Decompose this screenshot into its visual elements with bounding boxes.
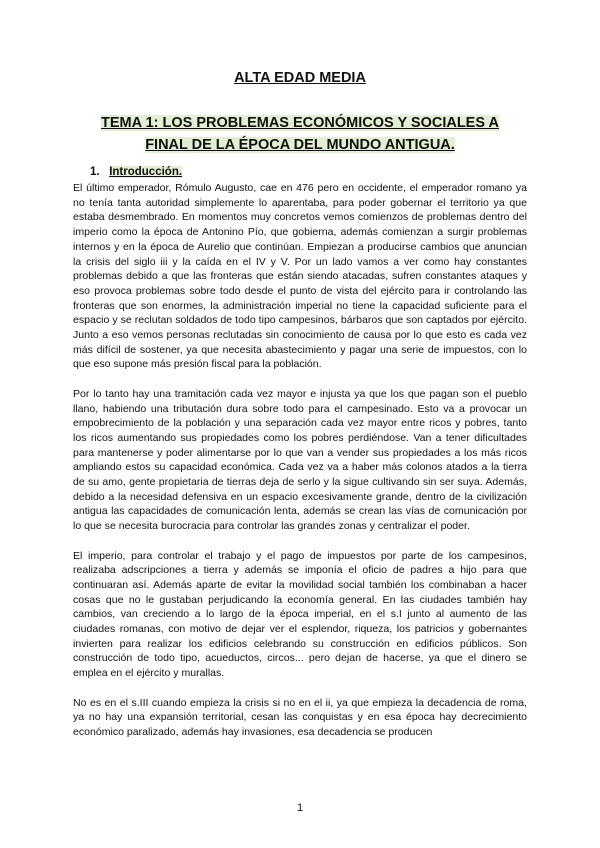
document-title: ALTA EDAD MEDIA xyxy=(234,70,366,86)
body-text xyxy=(73,181,527,754)
topic-heading xyxy=(60,112,540,156)
paragraph-4: No es en el s.III cuando empieza la crisis si no en el ii, ya que empieza la decadencia de roma, ya no hay una expansión territorial, cesan las conquistas y en esa época hay decrecimiento económico paralizado, además hay invasiones, esa decadencia se producen xyxy=(73,696,527,738)
section-heading xyxy=(90,166,182,178)
paragraph-3: El imperio, para controlar el trabajo y el pago de impuestos por parte de los campesinos, realizaba adscripciones a tierra y además se imponía el oficio de padres a hijo para que continuaran así. Además aparte de evitar la movilidad social también los combinaban a hacer cosas que no le gustaban perjudicando la economía general. En las ciudades también hay cambios, van creciendo a lo largo de la época imperial, en el s.I junto al aumento de las ciudades romanas, con motivo de dejar ver el esplendor, riqueza, los patricios y gobernantes invierten para realizar los edificios celebrando su construcción en edificios públicos. Son construcción de todo tipo, acueductos, circos... pero dejan de hacerse, ya que el dinero se emplea en el ejército y murallas. xyxy=(73,549,527,680)
section-title: Introducción. xyxy=(109,166,183,178)
paragraph-1: El último emperador, Rómulo Augusto, cae en 476 pero en occidente, el emperador romano ya no tenía tanta autoridad simplemente lo aparentaba, para poder gobernar el territorio ya que estaba desmembrado. En momentos muy concretos vemos comienzos de problemas dentro del imperio como la época de Antonino Pío, que gobierna, además comienzan a surgir problemas internos y en la época de Aurelio que continúan. Empiezan a producirse cambios que anuncian la crisis del siglo iii y la caída en el IV y V. Por un lado vamos a ver como hay constantes problemas debido a que las fronteras que están siendo atacadas, sufren constantes ataques y eso provoca problemas sobre todo desde el punto de vista del ejército para ir controlando las fronteras que son enormes, la administración imperial no tiene la capacidad suficiente para el espacio y se reclutan soldados de todo tipo campesinos, bárbaros que son captados por ejército. Junto a eso vemos personas reclutadas sin conocimiento de causa por lo que esto es cada vez más difícil de sostener, ya que necesita abastecimiento y pagar una serie de impuestos, con lo que eso supone más presión fiscal para la población. xyxy=(73,182,527,371)
topic-line-1: TEMA 1: LOS PROBLEMAS ECONÓMICOS Y SOCIALES A xyxy=(101,115,499,131)
section-number: 1. xyxy=(90,166,100,178)
topic-line-2: FINAL DE LA ÉPOCA DEL MUNDO ANTIGUA. xyxy=(145,137,455,153)
paragraph-2: Por lo tanto hay una tramitación cada vez mayor e injusta ya que los que pagan son el pueblo llano, habiendo una tributación dura sobre todo para el campesinado. Esto va a provocar un empobrecimiento de la población y una separación cada vez mayor entre ricos y pobres, tanto los ricos aumentando sus propiedades como los pobres perdiéndose. Van a tener dificultades para mantenerse y poder alimentarse por lo que van a vender sus propiedades a los más ricos ampliando estos su capacidad económica. Cada vez va a haber más colonos atados a la tierra de su amo, gente propietaria de tierras deja de serlo y la sigue cultivando sin ser suya. Además, debido a la necesidad defensiva en un espacio excesivamente grande, dentro de la civilización antigua las capacidades de comunicación lenta, además se crean las vías de comunicación por lo que se necesita burocracia para controlar las grandes zonas y centralizar el poder. xyxy=(73,387,527,533)
page-number: 1 xyxy=(296,802,304,814)
